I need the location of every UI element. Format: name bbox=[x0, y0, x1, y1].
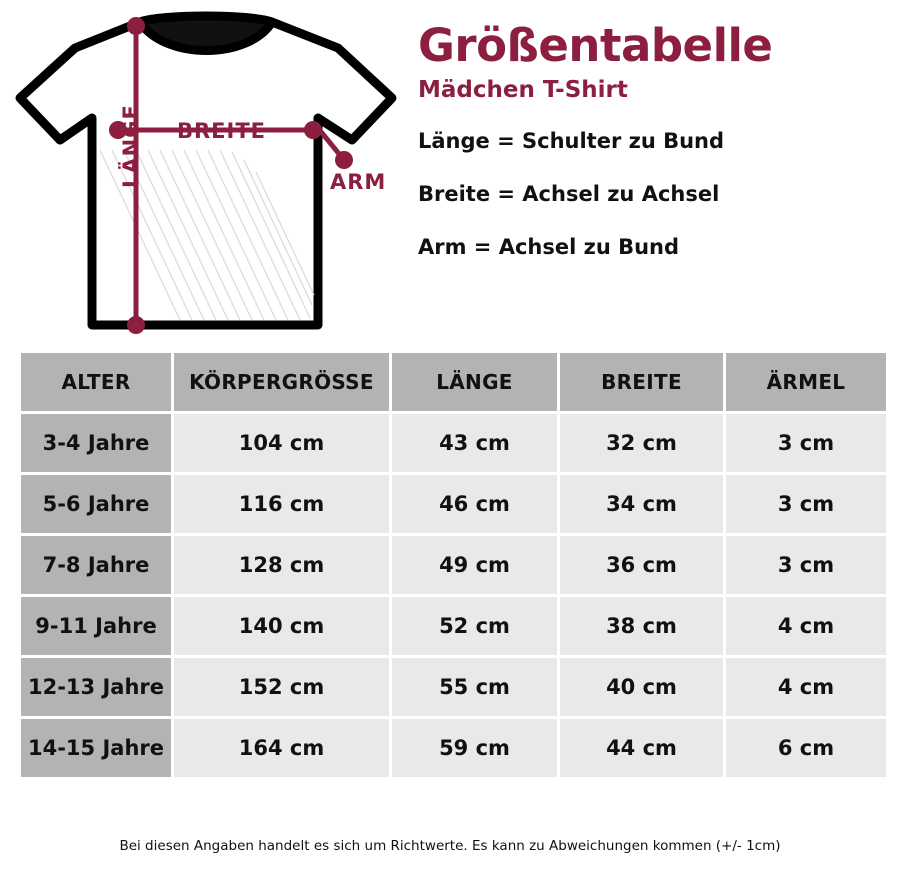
table-row bbox=[21, 414, 886, 472]
column-header-breite: BREITE bbox=[560, 353, 723, 411]
cell-koerpergroesse: 152 cm bbox=[174, 658, 389, 716]
cell-alter: 14-15 Jahre bbox=[21, 719, 171, 777]
cell-breite: 36 cm bbox=[560, 536, 723, 594]
cell-laenge: 59 cm bbox=[392, 719, 557, 777]
cell-koerpergroesse: 164 cm bbox=[174, 719, 389, 777]
cell-laenge: 55 cm bbox=[392, 658, 557, 716]
cell-alter: 7-8 Jahre bbox=[21, 536, 171, 594]
top-section bbox=[0, 0, 900, 340]
cell-laenge: 49 cm bbox=[392, 536, 557, 594]
cell-koerpergroesse: 116 cm bbox=[174, 475, 389, 533]
size-table bbox=[18, 350, 889, 780]
cell-alter: 5-6 Jahre bbox=[21, 475, 171, 533]
page-title: Größentabelle bbox=[418, 19, 773, 72]
diagram-label-arm: ARM bbox=[330, 170, 387, 194]
table-body bbox=[21, 414, 886, 777]
cell-aermel: 6 cm bbox=[726, 719, 886, 777]
footnote: Bei diesen Angaben handelt es sich um Richtwerte. Es kann zu Abweichungen kommen (+/- 1cm) bbox=[119, 838, 781, 854]
table-row bbox=[21, 597, 886, 655]
cell-breite: 34 cm bbox=[560, 475, 723, 533]
cell-laenge: 46 cm bbox=[392, 475, 557, 533]
cell-laenge: 52 cm bbox=[392, 597, 557, 655]
cell-breite: 32 cm bbox=[560, 414, 723, 472]
cell-breite: 44 cm bbox=[560, 719, 723, 777]
column-header-koerpergroesse: KÖRPERGRÖSSE bbox=[174, 353, 389, 411]
cell-koerpergroesse: 128 cm bbox=[174, 536, 389, 594]
tshirt-diagram bbox=[0, 0, 410, 340]
column-header-laenge: LÄNGE bbox=[392, 353, 557, 411]
cell-alter: 12-13 Jahre bbox=[21, 658, 171, 716]
cell-koerpergroesse: 140 cm bbox=[174, 597, 389, 655]
table-row bbox=[21, 536, 886, 594]
cell-aermel: 3 cm bbox=[726, 414, 886, 472]
cell-koerpergroesse: 104 cm bbox=[174, 414, 389, 472]
page-subtitle: Mädchen T-Shirt bbox=[418, 77, 628, 104]
table-header-row bbox=[21, 353, 886, 411]
legend-item-laenge: Länge = Schulter zu Bund bbox=[418, 129, 725, 154]
legend-item-breite: Breite = Achsel zu Achsel bbox=[418, 182, 720, 207]
cell-alter: 9-11 Jahre bbox=[21, 597, 171, 655]
cell-aermel: 4 cm bbox=[726, 658, 886, 716]
table-row bbox=[21, 658, 886, 716]
table-header bbox=[21, 353, 886, 411]
heading-block bbox=[418, 19, 888, 288]
cell-laenge: 43 cm bbox=[392, 414, 557, 472]
table-row bbox=[21, 719, 886, 777]
column-header-alter: ALTER bbox=[21, 353, 171, 411]
table-row bbox=[21, 475, 886, 533]
column-header-aermel: ÄRMEL bbox=[726, 353, 886, 411]
cell-breite: 40 cm bbox=[560, 658, 723, 716]
cell-aermel: 3 cm bbox=[726, 536, 886, 594]
cell-aermel: 3 cm bbox=[726, 475, 886, 533]
diagram-label-breite: BREITE bbox=[177, 119, 267, 143]
cell-breite: 38 cm bbox=[560, 597, 723, 655]
cell-aermel: 4 cm bbox=[726, 597, 886, 655]
legend-list bbox=[418, 129, 888, 259]
cell-alter: 3-4 Jahre bbox=[21, 414, 171, 472]
diagram-label-laenge: LÄNGE bbox=[119, 104, 143, 188]
legend-item-arm: Arm = Achsel zu Bund bbox=[418, 235, 680, 260]
